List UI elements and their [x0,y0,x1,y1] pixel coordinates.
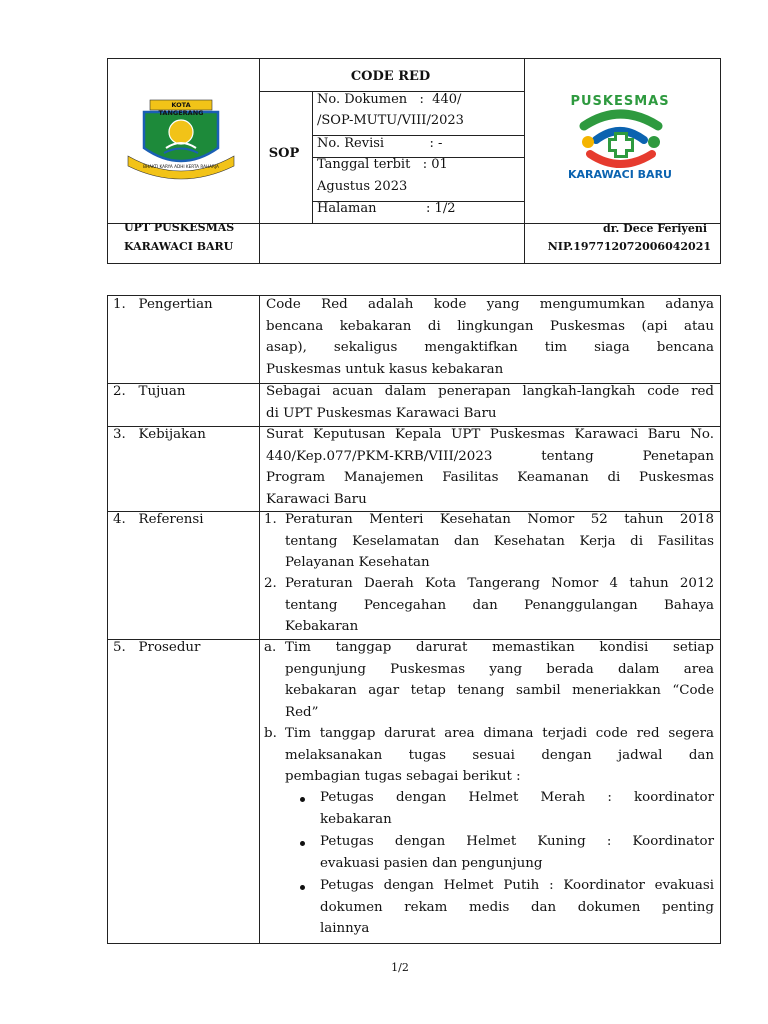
text-line: 440/Kep.077/PKM-KRB/VIII/2023 tentang Penetapan [266,448,714,464]
prosedur-marker-a: a. [264,640,277,655]
bullet-dot [300,841,305,846]
bullet-dot [300,797,305,802]
bullet-item-red-helmet [320,787,714,830]
text-line: bencana kebakaran di lingkungan Puskesmas (api atau [266,318,714,334]
text-line: pengunjung Puskesmas yang berada dalam area [285,661,714,677]
signer-nip: NIP.197712072006042021 [547,240,711,253]
prosedur-item-b [285,723,714,788]
bullet-item-yellow-helmet [320,831,714,874]
text-line: Program Manajemen Fasilitas Keamanan di Puskesmas [266,470,714,485]
text-line: asap), sekaligus mengaktifkan tim siaga bencana [266,340,714,355]
logo-banner-text: KOTA TANGERANG [158,101,204,117]
prosedur-item-a [285,637,714,723]
bullet-item-white-helmet [320,875,714,940]
kebijakan-text [266,424,714,510]
page-field: Halaman : 1/2 [317,201,456,216]
text-line: Tim tanggap darurat area dimana terjadi code red segera [285,726,714,741]
issue-date-line2: Agustus 2023 [317,179,408,194]
text-line: Code Red adalah kode yang mengumumkan adanya [266,297,714,312]
text-line: Kebakaran [285,619,359,634]
row-label-referensi: 4. Referensi [113,512,204,527]
logo-motto-text: BHAKTI KARYA ADHI KERTA RAHARJA [143,164,219,169]
logo-top-text: PUSKESMAS [570,94,670,109]
text-line: melaksanakan tugas sesuai dengan jadwal dan [285,747,714,763]
row-label-tujuan: 2. Tujuan [113,384,186,399]
referensi-marker-2: 2. [264,576,277,591]
sop-label: SOP [268,146,300,161]
row-label-kebijakan: 3. Kebijakan [113,427,206,442]
referensi-marker-1: 1. [264,512,277,527]
text-line: lainnya [320,921,370,936]
text-line: kebakaran [320,811,392,827]
org-name-line1: UPT PUSKESMAS [124,221,235,234]
doc-number-line2: /SOP-MUTU/VIII/2023 [317,113,464,128]
text-line: Petugas dengan Helmet Kuning : Koordinator [320,834,714,849]
doc-number-line1: No. Dokumen : 440/ [317,92,462,107]
revision-field: No. Revisi : - [317,136,443,151]
issue-date-line1: Tanggal terbit : 01 [317,157,448,172]
text-line: Peraturan Daerah Kota Tangerang Nomor 4 tahun 2012 [285,576,714,591]
logo-bottom-text: KARAWACI BARU [568,168,672,181]
text-line: Peraturan Menteri Kesehatan Nomor 52 tahun 2018 [285,512,714,527]
text-line: Puskesmas untuk kasus kebakaran [266,361,504,377]
text-line: pembagian tugas sebagai berikut : [285,769,521,784]
text-line: Pelayanan Kesehatan [285,555,430,570]
prosedur-marker-b: b. [264,726,277,741]
page-number: 1/2 [391,961,409,974]
org-name-line2: KARAWACI BARU [124,240,234,253]
bullet-dot [300,885,305,890]
pengertian-text [266,294,714,380]
text-line: Petugas dengan Helmet Putih : Koordinator evakuasi [320,878,714,893]
text-line: tentang Keselamatan dan Kesehatan Kerja di Fasilitas [285,533,714,549]
row-label-prosedur: 5. Prosedur [113,640,201,655]
text-line: Tim tanggap darurat memastikan kondisi setiap [285,640,714,655]
text-line: dokumen rekam medis dan dokumen penting [320,899,714,915]
text-line: Red” [285,704,319,720]
text-line: tentang Pencegahan dan Penanggulangan Bahaya [285,597,714,613]
text-line: evakuasi pasien dan pengunjung [320,855,543,871]
text-line: Karawaci Baru [266,491,367,507]
kota-tangerang-logo [120,96,242,184]
text-line: Petugas dengan Helmet Merah : koordinator [320,790,714,805]
text-line: Surat Keputusan Kepala UPT Puskesmas Karawaci Baru No. [266,427,714,442]
page-title: CODE RED [350,69,431,84]
text-line: Sebagai acuan dalam penerapan langkah-langkah code red [266,384,714,399]
referensi-item-1 [285,509,714,574]
text-line: di UPT Puskesmas Karawaci Baru [266,405,497,421]
referensi-item-2 [285,573,714,638]
puskesmas-logo [566,92,674,192]
tujuan-text [266,381,714,424]
row-label-pengertian: 1. Pengertian [113,297,213,312]
signer-name: dr. Dece Feriyeni [603,222,707,235]
text-line: kebakaran agar tetap tenang sambil meneriakkan “Code [285,683,714,698]
